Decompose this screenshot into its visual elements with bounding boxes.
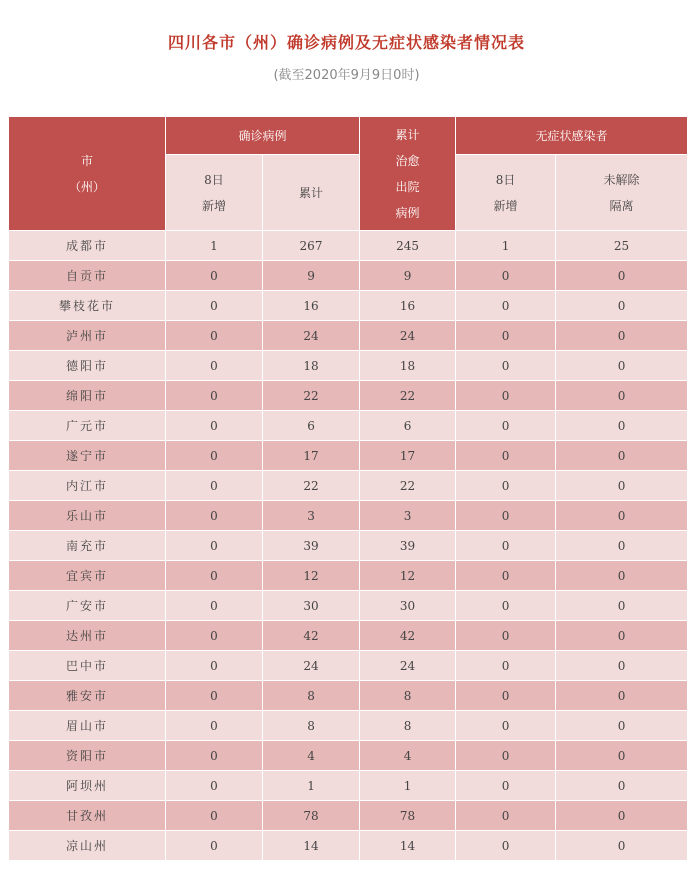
cell-confirmed-new: 0 xyxy=(166,531,263,561)
cell-confirmed-total: 8 xyxy=(263,681,360,711)
table-row xyxy=(9,321,688,351)
cell-city: 宜宾市 xyxy=(9,561,166,591)
cell-asym-new: 0 xyxy=(456,381,556,411)
cell-cured: 17 xyxy=(360,441,456,471)
cell-asym-isolated: 0 xyxy=(556,501,688,531)
cell-asym-new: 0 xyxy=(456,411,556,441)
header-asym-new xyxy=(456,155,556,231)
cell-city: 乐山市 xyxy=(9,501,166,531)
cell-cured: 245 xyxy=(360,231,456,261)
header-confirmed-group: 确诊病例 xyxy=(166,117,360,155)
cell-asym-isolated: 0 xyxy=(556,291,688,321)
cell-city: 广元市 xyxy=(9,411,166,441)
header-confirmed-total: 累计 xyxy=(263,155,360,231)
cell-asym-new: 0 xyxy=(456,651,556,681)
cell-confirmed-new: 0 xyxy=(166,381,263,411)
cell-cured: 12 xyxy=(360,561,456,591)
cell-asym-isolated: 0 xyxy=(556,771,688,801)
cell-confirmed-total: 24 xyxy=(263,651,360,681)
cell-confirmed-total: 22 xyxy=(263,381,360,411)
cell-city: 资阳市 xyxy=(9,741,166,771)
cell-asym-new: 0 xyxy=(456,831,556,861)
cell-asym-new: 0 xyxy=(456,621,556,651)
cell-confirmed-total: 17 xyxy=(263,441,360,471)
cell-asym-isolated: 0 xyxy=(556,591,688,621)
cell-city: 泸州市 xyxy=(9,321,166,351)
cell-confirmed-new: 0 xyxy=(166,261,263,291)
cell-confirmed-new: 0 xyxy=(166,471,263,501)
header-city xyxy=(9,117,166,231)
table-row xyxy=(9,591,688,621)
cell-city: 攀枝花市 xyxy=(9,291,166,321)
table-row xyxy=(9,741,688,771)
cell-asym-isolated: 0 xyxy=(556,621,688,651)
cases-table xyxy=(8,116,688,861)
header-confirmed-new-line1: 8日 xyxy=(204,172,224,187)
table-row xyxy=(9,651,688,681)
table-row xyxy=(9,441,688,471)
cell-confirmed-total: 18 xyxy=(263,351,360,381)
cell-asym-new: 0 xyxy=(456,741,556,771)
cell-city: 绵阳市 xyxy=(9,381,166,411)
table-row xyxy=(9,381,688,411)
header-asym-isolated-line2: 隔离 xyxy=(609,198,634,213)
cell-confirmed-total: 30 xyxy=(263,591,360,621)
cell-cured: 14 xyxy=(360,831,456,861)
header-city-line2: （州） xyxy=(68,179,105,194)
cell-asym-isolated: 0 xyxy=(556,381,688,411)
cell-confirmed-new: 0 xyxy=(166,351,263,381)
cell-confirmed-total: 16 xyxy=(263,291,360,321)
cell-asym-new: 0 xyxy=(456,291,556,321)
cell-asym-isolated: 0 xyxy=(556,531,688,561)
cell-confirmed-total: 267 xyxy=(263,231,360,261)
cell-asym-isolated: 0 xyxy=(556,801,688,831)
cell-confirmed-total: 42 xyxy=(263,621,360,651)
cell-cured: 42 xyxy=(360,621,456,651)
cell-confirmed-total: 1 xyxy=(263,771,360,801)
cell-confirmed-new: 0 xyxy=(166,621,263,651)
cell-city: 南充市 xyxy=(9,531,166,561)
cell-asym-new: 0 xyxy=(456,711,556,741)
header-cured-line3: 出院 xyxy=(395,179,420,194)
cell-cured: 3 xyxy=(360,501,456,531)
cell-confirmed-new: 0 xyxy=(166,801,263,831)
cell-cured: 8 xyxy=(360,681,456,711)
cell-confirmed-total: 22 xyxy=(263,471,360,501)
cell-confirmed-new: 0 xyxy=(166,561,263,591)
cell-asym-isolated: 0 xyxy=(556,711,688,741)
cell-city: 自贡市 xyxy=(9,261,166,291)
cell-confirmed-total: 14 xyxy=(263,831,360,861)
cell-cured: 9 xyxy=(360,261,456,291)
cell-asym-isolated: 0 xyxy=(556,441,688,471)
cell-confirmed-new: 0 xyxy=(166,591,263,621)
table-title: 四川各市（州）确诊病例及无症状感染者情况表 xyxy=(167,33,525,52)
table-row xyxy=(9,231,688,261)
cell-city: 达州市 xyxy=(9,621,166,651)
cell-cured: 18 xyxy=(360,351,456,381)
table-row xyxy=(9,561,688,591)
header-cured-line2: 治愈 xyxy=(395,153,420,168)
header-asym-isolated-line1: 未解除 xyxy=(603,172,640,187)
cell-asym-isolated: 0 xyxy=(556,351,688,381)
cell-asym-new: 0 xyxy=(456,501,556,531)
cell-asym-new: 0 xyxy=(456,321,556,351)
cell-city: 眉山市 xyxy=(9,711,166,741)
header-cured xyxy=(360,117,456,231)
cell-asym-new: 0 xyxy=(456,261,556,291)
cell-confirmed-total: 6 xyxy=(263,411,360,441)
cell-cured: 24 xyxy=(360,321,456,351)
cell-asym-new: 1 xyxy=(456,231,556,261)
cell-asym-isolated: 0 xyxy=(556,471,688,501)
header-city-line1: 市 xyxy=(80,153,93,168)
header-cured-line4: 病例 xyxy=(395,205,420,220)
cell-asym-new: 0 xyxy=(456,771,556,801)
cell-confirmed-new: 0 xyxy=(166,321,263,351)
cell-confirmed-new: 0 xyxy=(166,771,263,801)
table-header xyxy=(9,117,688,231)
cell-cured: 24 xyxy=(360,651,456,681)
cell-asym-new: 0 xyxy=(456,591,556,621)
cell-confirmed-new: 0 xyxy=(166,831,263,861)
table-row xyxy=(9,831,688,861)
cell-asym-new: 0 xyxy=(456,561,556,591)
cell-city: 凉山州 xyxy=(9,831,166,861)
cell-asym-new: 0 xyxy=(456,441,556,471)
cell-city: 阿坝州 xyxy=(9,771,166,801)
cell-confirmed-total: 39 xyxy=(263,531,360,561)
cell-confirmed-new: 0 xyxy=(166,501,263,531)
cell-asym-isolated: 0 xyxy=(556,261,688,291)
cell-cured: 30 xyxy=(360,591,456,621)
cell-asym-new: 0 xyxy=(456,681,556,711)
cell-asym-isolated: 0 xyxy=(556,831,688,861)
cell-confirmed-new: 0 xyxy=(166,441,263,471)
cell-cured: 39 xyxy=(360,531,456,561)
cell-cured: 22 xyxy=(360,471,456,501)
cell-city: 成都市 xyxy=(9,231,166,261)
cell-asym-isolated: 0 xyxy=(556,741,688,771)
cell-city: 巴中市 xyxy=(9,651,166,681)
cell-confirmed-total: 24 xyxy=(263,321,360,351)
cell-cured: 22 xyxy=(360,381,456,411)
table-row xyxy=(9,471,688,501)
cell-cured: 8 xyxy=(360,711,456,741)
table-row xyxy=(9,621,688,651)
cell-asym-new: 0 xyxy=(456,531,556,561)
cell-cured: 78 xyxy=(360,801,456,831)
header-asym-isolated xyxy=(556,155,688,231)
cell-cured: 4 xyxy=(360,741,456,771)
cell-asym-isolated: 0 xyxy=(556,321,688,351)
cell-asym-isolated: 0 xyxy=(556,411,688,441)
table-row xyxy=(9,711,688,741)
header-asym-new-line1: 8日 xyxy=(495,172,516,187)
cell-confirmed-new: 0 xyxy=(166,411,263,441)
header-confirmed-new-line2: 新增 xyxy=(201,198,226,213)
table-row xyxy=(9,261,688,291)
cell-cured: 1 xyxy=(360,771,456,801)
cell-confirmed-new: 0 xyxy=(166,651,263,681)
cell-confirmed-total: 9 xyxy=(263,261,360,291)
table-row xyxy=(9,771,688,801)
cell-confirmed-total: 4 xyxy=(263,741,360,771)
header-asym-new-line2: 新增 xyxy=(493,198,518,213)
cell-city: 甘孜州 xyxy=(9,801,166,831)
cell-confirmed-total: 8 xyxy=(263,711,360,741)
cell-asym-new: 0 xyxy=(456,351,556,381)
cell-asym-new: 0 xyxy=(456,471,556,501)
table-row xyxy=(9,531,688,561)
table-row xyxy=(9,411,688,441)
cell-confirmed-total: 3 xyxy=(263,501,360,531)
table-row xyxy=(9,501,688,531)
table-subtitle: (截至2020年9月9日0时) xyxy=(273,68,420,83)
header-confirmed-new xyxy=(166,155,263,231)
cell-city: 德阳市 xyxy=(9,351,166,381)
cell-confirmed-total: 78 xyxy=(263,801,360,831)
cell-asym-isolated: 0 xyxy=(556,681,688,711)
table-row xyxy=(9,291,688,321)
cell-cured: 16 xyxy=(360,291,456,321)
cell-confirmed-total: 12 xyxy=(263,561,360,591)
cell-confirmed-new: 0 xyxy=(166,681,263,711)
header-cured-line1: 累计 xyxy=(395,127,420,142)
cell-city: 广安市 xyxy=(9,591,166,621)
table-row xyxy=(9,351,688,381)
cell-confirmed-new: 0 xyxy=(166,741,263,771)
cell-asym-isolated: 0 xyxy=(556,651,688,681)
cell-asym-isolated: 0 xyxy=(556,561,688,591)
header-asym-group: 无症状感染者 xyxy=(456,117,688,155)
cell-cured: 6 xyxy=(360,411,456,441)
cell-city: 遂宁市 xyxy=(9,441,166,471)
cell-asym-isolated: 25 xyxy=(556,231,688,261)
cell-asym-new: 0 xyxy=(456,801,556,831)
cell-confirmed-new: 0 xyxy=(166,291,263,321)
cell-city: 内江市 xyxy=(9,471,166,501)
cell-city: 雅安市 xyxy=(9,681,166,711)
table-row xyxy=(9,801,688,831)
table-body xyxy=(9,231,688,861)
cell-confirmed-new: 1 xyxy=(166,231,263,261)
table-row xyxy=(9,681,688,711)
cell-confirmed-new: 0 xyxy=(166,711,263,741)
